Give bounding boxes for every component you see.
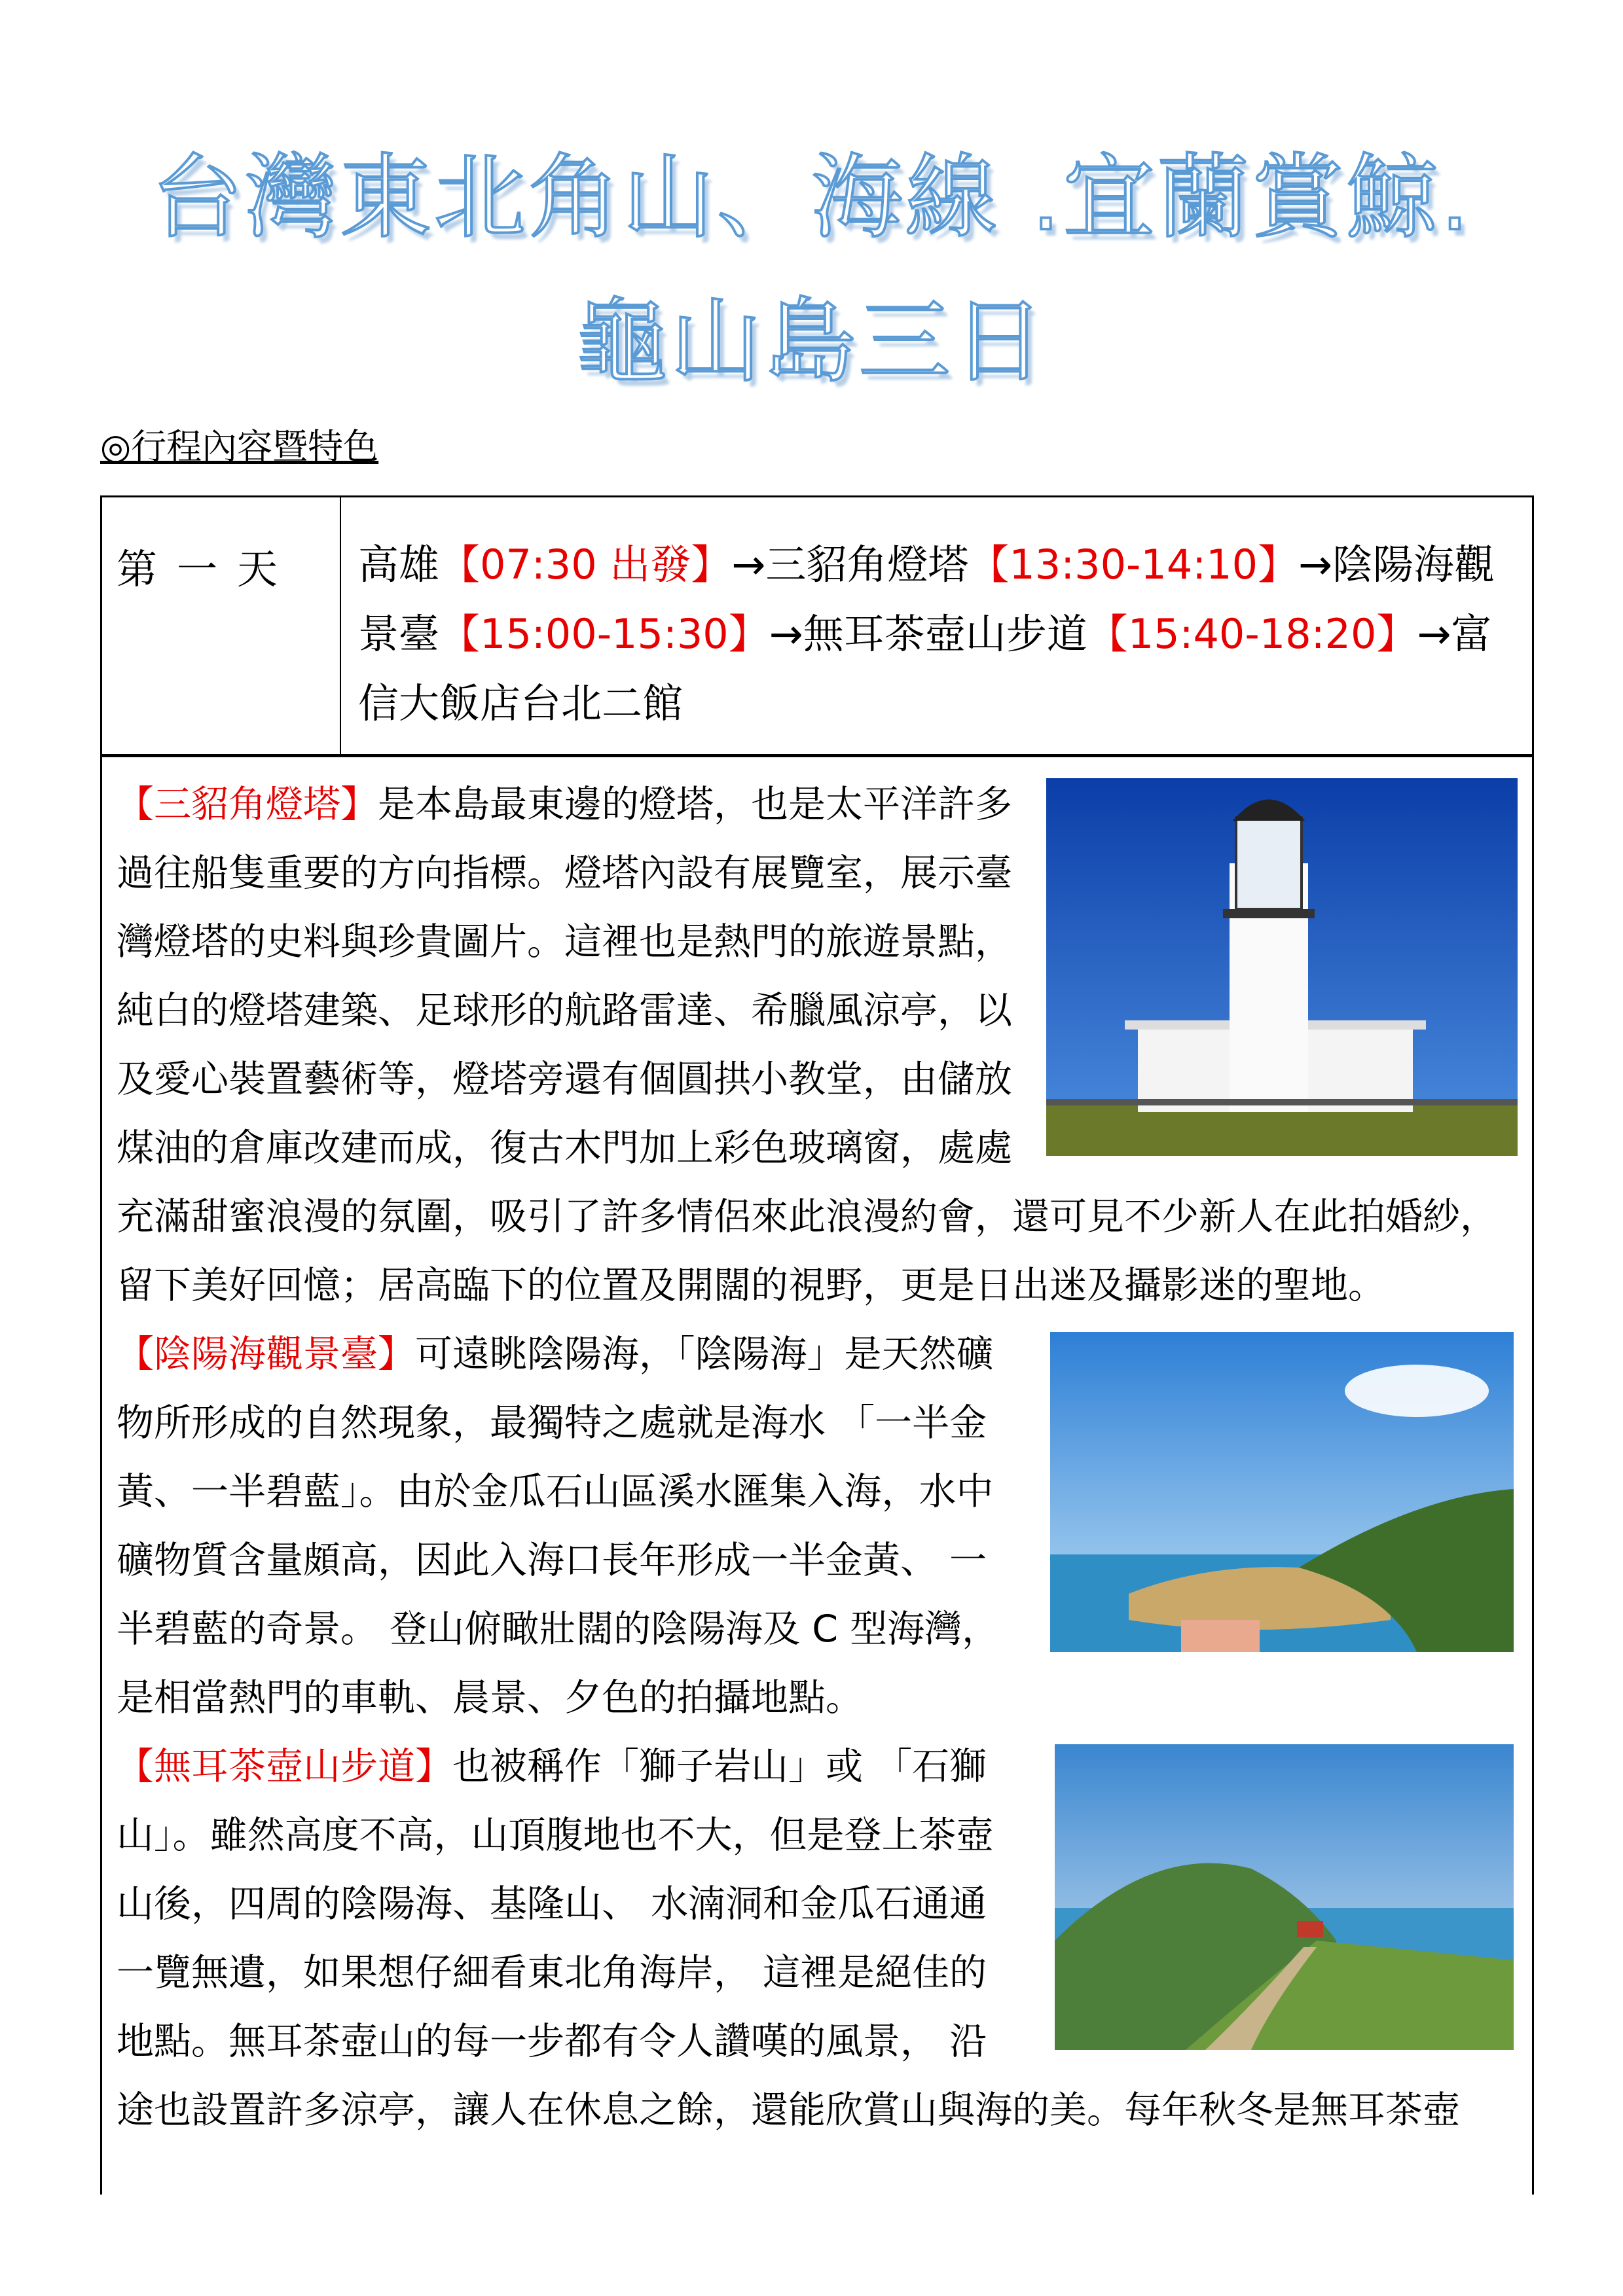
title-line-1: 台灣東北角山、海線 .宜蘭賞鯨.: [151, 145, 1472, 251]
lighthouse-photo: [1046, 778, 1518, 1156]
attraction-description: 是本島最東邊的燈塔，也是太平洋許多過往船隻重要的方向指標。燈塔內設有展覽室，展示臺灣燈塔的史料與珍貴圖片。這裡也是熱門的旅遊景點，純白的燈塔建築、足球形的航路雷達、希臘風涼亭，以及愛心裝置藝術等，燈塔旁還有個圓拱小教堂，由儲放煤油的倉庫改建而成，復古木門加上彩色玻璃窗，處處充滿甜蜜浪漫的氛圍，吸引了許多情侶來此浪漫約會，還可見不少新人在此拍婚紗，留下美好回憶；居高臨下的位置及開闊的視野，更是日出迷及攝影迷的聖地。: [117, 783, 1497, 1307]
route-time: 【15:00-15:30】: [439, 610, 769, 658]
route-segment: →三貂角燈塔: [731, 541, 969, 588]
title-line-2: 龜山島三日: [575, 289, 1048, 395]
route-time: 【15:40-18:20】: [1087, 610, 1417, 658]
day-row: [102, 497, 1532, 757]
route-segment: →陰陽海觀景臺: [358, 541, 1495, 658]
attraction-description: 也被稱作「獅子岩山」或 「石獅山」。雖然高度不高，山頂腹地也不大，但是登上茶壺山後，四周的陰陽海、基隆山、 水湳洞和金瓜石通通一覽無遺，如果想仔細看東北角海岸， 這裡是絕佳的地點。無耳茶壺山的每一步都有令人讚嘆的風景， 沿途也設置許多涼亭，讓人在休息之餘，還能欣賞山與海的美。每年秋冬是無耳茶壺: [117, 1745, 1460, 2132]
route-description: [341, 497, 1532, 754]
route-segment: →富信大飯店台北二館: [358, 610, 1492, 727]
attractions-body: [102, 757, 1532, 2145]
route-segment: →無耳茶壺山步道: [769, 610, 1087, 658]
attraction-name: 【陰陽海觀景臺】: [117, 1333, 415, 1376]
route-segment: 高雄: [358, 541, 440, 588]
itinerary-table: [100, 495, 1534, 2195]
route-time: 【13:30-14:10】: [968, 541, 1299, 588]
yinyang-sea-photo: [1050, 1332, 1514, 1652]
attraction-name: 【三貂角燈塔】: [117, 783, 378, 826]
attraction-name: 【無耳茶壺山步道】: [117, 1745, 452, 1788]
route-time: 【07:30 出發】: [439, 541, 732, 588]
attraction-description: 可遠眺陰陽海，「陰陽海」是天然礦物所形成的自然現象，最獨特之處就是海水 「一半金黃、一半碧藍」。由於金瓜石山區溪水匯集入海，水中礦物質含量頗高，因此入海口長年形成一半金黃、 一半碧藍的奇景。 登山俯瞰壯闊的陰陽海及 C 型海灣，是相當熱門的車軌、晨景、夕色的拍攝地點。: [117, 1333, 1000, 1719]
teapot-mountain-photo: [1055, 1744, 1514, 2050]
day-label: 第一天: [102, 497, 341, 754]
section-heading: ◎行程內容暨特色: [100, 426, 379, 467]
